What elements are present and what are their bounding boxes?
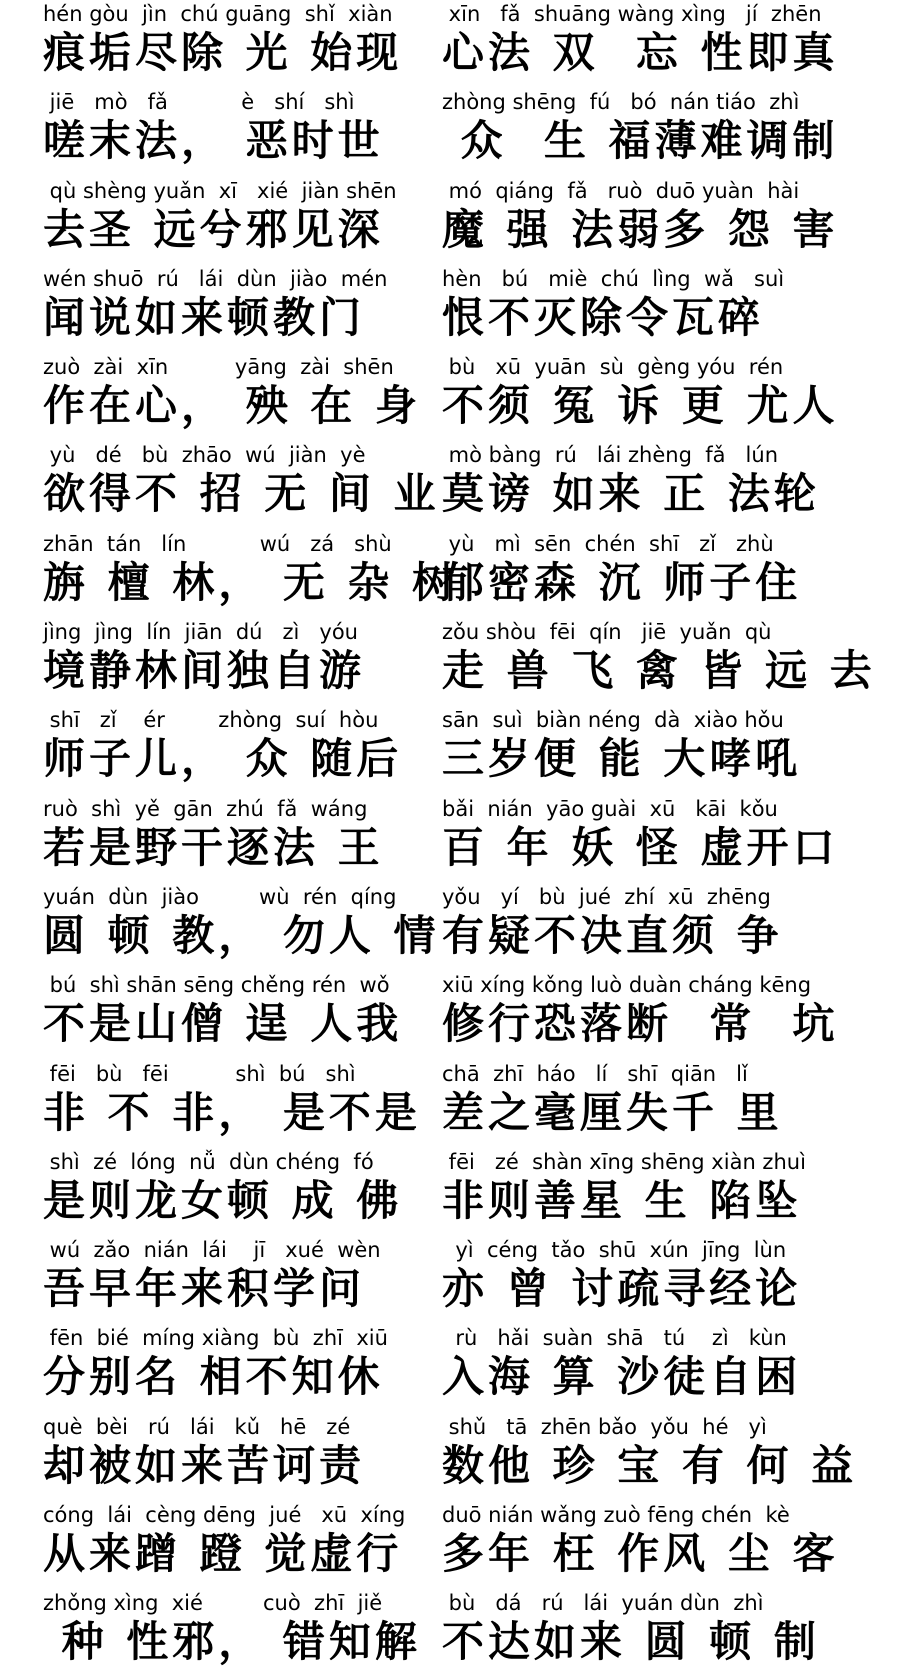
right-verse-17	[442, 1414, 858, 1503]
pinyin-line: xiū xíng kǒng luò duàn cháng kēng	[442, 973, 812, 998]
hanzi-line: 百 年 妖 怪 虚开口	[442, 822, 839, 872]
pinyin-line: bù xū yuān sù gèng yóu rén	[442, 355, 784, 380]
pinyin-line: fēn bié míng xiàng bù zhī xiū	[43, 1326, 388, 1351]
pinyin-line: yǒu yí bù jué zhí xū zhēng	[442, 884, 771, 909]
pinyin-line: yù mì sēn chén shī zǐ zhù	[442, 531, 774, 556]
pinyin-line: wén shuō rú lái dùn jiào mén	[43, 266, 388, 291]
pinyin-line: chā zhī háo lí shī qiān lǐ	[442, 1061, 748, 1086]
pinyin-line: hèn bú miè chú lìng wǎ suì	[442, 266, 785, 291]
hanzi-line: 不须 冤 诉 更 尤人	[442, 381, 839, 431]
hanzi-line: 入海 算 沙徒自困	[442, 1352, 802, 1402]
pinyin-line: ruò shì yě gān zhú fǎ wáng	[43, 796, 368, 821]
hanzi-line: 欲得不 招 无 间 业	[43, 469, 440, 519]
pinyin-line: yuán dùn jiào wù rén qíng	[43, 884, 397, 909]
hanzi-line: 莫谤 如来 正 法轮	[442, 469, 820, 519]
right-verse-4	[442, 267, 837, 355]
hanzi-line: 多年 枉 作风 尘 客	[442, 1529, 839, 1579]
hanzi-line: 种 性邪， 错知解	[43, 1617, 421, 1667]
hanzi-line: 从来蹭 蹬 觉虚行	[43, 1529, 403, 1579]
hanzi-line: 去圣 远兮邪见深	[43, 204, 384, 254]
hanzi-line: 分别名 相不知休	[43, 1352, 384, 1402]
left-verse-2	[43, 90, 438, 178]
left-verse-10	[43, 797, 438, 885]
pinyin-line: bù dá rú lái yuán dùn zhì	[442, 1591, 764, 1616]
right-verse-10	[442, 797, 837, 885]
pinyin-line: hén gòu jìn chú guāng shǐ xiàn	[43, 2, 393, 26]
hanzi-line: 却被如来苦诃责	[43, 1440, 366, 1490]
pinyin-line: zǒu shòu fēi qín jiē yuǎn qù	[442, 620, 772, 645]
hanzi-line: 作在心， 殃 在 身	[43, 381, 421, 431]
right-verse-6	[442, 443, 837, 531]
pinyin-line: wú zǎo nián lái jī xué wèn	[43, 1238, 381, 1263]
hanzi-line: 心法 双 忘 性即真	[442, 28, 839, 77]
hanzi-line: 旃 檀 林， 无 杂 树	[43, 557, 459, 607]
pinyin-line: duō nián wǎng zuò fēng chén kè	[442, 1503, 790, 1528]
right-verse-16	[442, 1326, 837, 1414]
pinyin-line: shǔ tā zhēn bǎo yǒu hé yì	[442, 1414, 767, 1439]
left-verse-11	[43, 885, 438, 973]
right-verse-19	[442, 1591, 837, 1678]
pinyin-line: jiē mò fǎ è shí shì	[43, 90, 355, 115]
hanzi-line: 是则龙女顿 成 佛	[43, 1175, 403, 1225]
pinyin-line: bú shì shān sēng chěng rén wǒ	[43, 973, 390, 998]
hanzi-line: 圆 顿 教， 勿人 情	[43, 910, 440, 960]
hanzi-line: 不达如来 圆 顿 制	[442, 1617, 820, 1667]
hanzi-line: 闻说如来顿教门	[43, 292, 366, 342]
right-verse-14	[442, 1150, 837, 1238]
right-verse-1	[442, 2, 837, 90]
pinyin-line: shī zǐ ér zhòng suí hòu	[43, 708, 379, 733]
hanzi-line: 三岁便 能 大哮吼	[442, 734, 802, 784]
pinyin-line: yù dé bù zhāo wú jiàn yè	[43, 443, 366, 468]
hanzi-line: 境静林间独自游	[43, 646, 366, 696]
right-verse-3	[442, 179, 837, 267]
right-verse-2	[442, 90, 837, 178]
right-verse-12	[442, 973, 837, 1061]
pinyin-line: zuò zài xīn yāng zài shēn	[43, 355, 394, 380]
pinyin-line: bǎi nián yāo guài xū kāi kǒu	[442, 796, 778, 821]
hanzi-line: 不是山僧 逞 人我	[43, 999, 403, 1049]
left-verse-6	[43, 443, 438, 531]
right-verse-5	[442, 355, 837, 443]
pinyin-line: fēi bù fēi shì bú shì	[43, 1061, 356, 1086]
right-verse-15	[442, 1238, 837, 1326]
hanzi-line: 恨不灭除令瓦碎	[442, 292, 765, 342]
left-verse-12	[43, 973, 438, 1061]
right-column	[442, 2, 876, 1678]
pinyin-line: mó qiáng fǎ ruò duō yuàn hài	[442, 178, 800, 203]
left-verse-19	[43, 1591, 438, 1678]
pinyin-line: qù shèng yuǎn xī xié jiàn shēn	[43, 178, 397, 203]
pinyin-line: jìng jìng lín jiān dú zì yóu	[43, 620, 358, 645]
hanzi-line: 差之毫厘失千 里	[442, 1087, 783, 1137]
pinyin-line: sān suì biàn néng dà xiào hǒu	[442, 708, 784, 733]
pinyin-line: mò bàng rú lái zhèng fǎ lún	[442, 443, 779, 468]
pinyin-line: shì zé lóng nǚ dùn chéng fó	[43, 1149, 374, 1174]
right-verse-7	[442, 532, 837, 620]
pinyin-line: què bèi rú lái kǔ hē zé	[43, 1414, 351, 1439]
left-verse-17	[43, 1415, 438, 1503]
right-verse-11	[442, 885, 837, 973]
left-verse-8	[43, 620, 438, 708]
pinyin-line: zhǒng xìng xié cuò zhī jiě	[43, 1591, 383, 1616]
hanzi-line: 嗟末法， 恶时世	[43, 116, 384, 166]
left-column	[43, 2, 459, 1678]
left-verse-14	[43, 1150, 438, 1238]
hanzi-line: 郁密森 沉 师子住	[442, 557, 802, 607]
left-verse-1	[43, 2, 438, 90]
right-verse-8	[442, 620, 876, 708]
pinyin-line: rù hǎi suàn shā tú zì kùn	[442, 1326, 787, 1351]
hanzi-line: 修行恐落断 常 坑	[442, 999, 839, 1049]
hanzi-line: 有疑不决直须 争	[442, 910, 783, 960]
pinyin-line: yì céng tǎo shū xún jīng lùn	[442, 1238, 787, 1263]
pinyin-line: fēi zé shàn xīng shēng xiàn zhuì	[442, 1149, 806, 1174]
right-verse-9	[442, 708, 837, 796]
right-verse-13	[442, 1062, 837, 1150]
hanzi-line: 魔 强 法弱多 怨 害	[442, 204, 839, 254]
left-verse-16	[43, 1326, 438, 1414]
left-verse-18	[43, 1503, 438, 1591]
left-verse-4	[43, 267, 438, 355]
left-verse-9	[43, 708, 438, 796]
hanzi-line: 若是野干逐法 王	[43, 822, 384, 872]
left-verse-7	[43, 531, 459, 620]
left-verse-5	[43, 355, 438, 443]
pinyin-line: xīn fǎ shuāng wàng xìng jí zhēn	[442, 2, 822, 26]
left-verse-13	[43, 1062, 438, 1150]
hanzi-line: 非 不 非， 是不是	[43, 1087, 421, 1137]
hanzi-line: 数他 珍 宝 有 何 益	[442, 1440, 858, 1490]
pinyin-line: cóng lái cèng dēng jué xū xíng	[43, 1503, 406, 1528]
pinyin-line: zhān tán lín wú zá shù	[43, 531, 392, 556]
hanzi-line: 痕垢尽除 光 始现	[43, 28, 403, 77]
hanzi-line: 走 兽 飞 禽 皆 远 去	[442, 646, 876, 696]
hanzi-line: 非则善星 生 陷坠	[442, 1175, 802, 1225]
hanzi-line: 吾早年来积学问	[43, 1264, 366, 1314]
hanzi-line: 众 生 福薄难调制	[442, 116, 839, 166]
left-verse-3	[43, 179, 438, 267]
pinyin-line: zhòng shēng fú bó nán tiáo zhì	[442, 90, 800, 115]
hanzi-line: 亦 曾 讨疏寻经论	[442, 1264, 802, 1314]
right-verse-18	[442, 1503, 837, 1591]
hanzi-line: 师子儿， 众 随后	[43, 734, 403, 784]
left-verse-15	[43, 1238, 438, 1326]
